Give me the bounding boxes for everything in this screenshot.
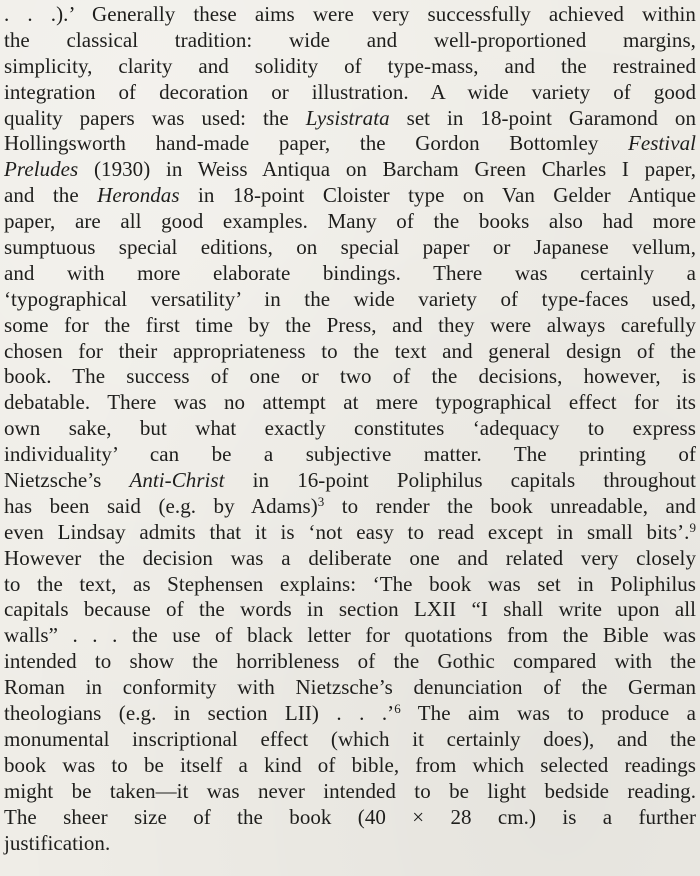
text-run: Hollingsworth hand-made paper, the Gordon Bottomley bbox=[4, 131, 628, 156]
text-run: and the bbox=[4, 183, 98, 208]
text-run: and with more elaborate bindings. There was certainly a bbox=[4, 260, 696, 285]
text-run: the classical tradition: wide and well-proportioned margins, bbox=[4, 27, 696, 52]
text-run: (1930) in Weiss Antiqua on Barcham Green Charles I paper, bbox=[78, 157, 696, 182]
text-line bbox=[4, 416, 696, 442]
text-run: chosen for their appropriateness to the text and general design of the bbox=[4, 338, 696, 363]
text-line bbox=[4, 831, 696, 857]
text-run: justification. bbox=[4, 830, 111, 855]
text-run: capitals because of the words in section LXII “I shall write upon all bbox=[4, 597, 696, 622]
text-line bbox=[4, 183, 696, 209]
text-run: walls” . . . the use of black letter for quotations from the Bible was bbox=[4, 623, 696, 648]
text-run: has been said (e.g. by Adams) bbox=[4, 493, 318, 518]
text-run: The aim was to produce a bbox=[400, 701, 697, 726]
text-line bbox=[4, 597, 696, 623]
text-run: theologians (e.g. in section LII) . . .’ bbox=[4, 701, 395, 726]
text-run: However the decision was a deliberate one and related very closely bbox=[4, 545, 696, 570]
text-run: to the text, as Stephensen explains: ‘The book was set in Poliphilus bbox=[4, 571, 696, 596]
footnote-marker: 6 bbox=[394, 700, 401, 716]
text-run: to render the book unreadable, and bbox=[324, 493, 696, 518]
text-run: ‘typographical versatility’ in the wide variety of type-faces used, bbox=[4, 286, 696, 311]
text-line bbox=[4, 287, 696, 313]
text-line bbox=[4, 701, 696, 727]
italic-title: Lysistrata bbox=[305, 105, 390, 130]
italic-title: Preludes bbox=[4, 157, 79, 182]
body-text bbox=[4, 2, 696, 856]
text-line bbox=[4, 261, 696, 287]
footnote-marker: 3 bbox=[317, 493, 325, 509]
text-line bbox=[4, 546, 696, 572]
text-run: in 16-point Poliphilus capitals throughout bbox=[224, 468, 696, 493]
text-line bbox=[4, 106, 696, 132]
text-line bbox=[4, 28, 696, 54]
text-line bbox=[4, 364, 696, 390]
text-line bbox=[4, 727, 696, 753]
text-run: paper, are all good examples. Many of the books also had more bbox=[4, 209, 696, 234]
text-line bbox=[4, 572, 696, 598]
text-line bbox=[4, 313, 696, 339]
text-run: . . .).’ Generally these aims were very successfully achieved within bbox=[4, 2, 696, 26]
text-run: intended to show the horribleness of the Gothic compared with the bbox=[4, 649, 696, 674]
text-run: Nietzsche’s bbox=[4, 468, 130, 493]
text-run: even Lindsay admits that it is ‘not easy to read except in small bits’. bbox=[4, 519, 690, 544]
text-line bbox=[4, 209, 696, 235]
document-page bbox=[4, 0, 696, 876]
text-run: debatable. There was no attempt at mere typographical effect for its bbox=[4, 390, 696, 415]
text-run: monumental inscriptional effect (which it certainly does), and the bbox=[4, 726, 696, 751]
text-run: Roman in conformity with Nietzsche’s denunciation of the German bbox=[4, 675, 696, 700]
italic-title: Herondas bbox=[97, 183, 180, 208]
text-run: in 18-point Cloister type on Van Gelder Antique bbox=[179, 183, 696, 208]
text-line bbox=[4, 131, 696, 157]
text-run: book. The success of one or two of the decisions, however, is bbox=[4, 364, 696, 389]
text-line bbox=[4, 235, 696, 261]
text-line bbox=[4, 520, 696, 546]
text-line bbox=[4, 623, 696, 649]
text-line bbox=[4, 468, 696, 494]
text-line bbox=[4, 442, 696, 468]
italic-title: Festival bbox=[627, 131, 696, 156]
text-run: book was to be itself a kind of bible, from which selected readings bbox=[4, 752, 696, 777]
text-run: quality papers was used: the bbox=[4, 105, 306, 130]
text-run: own sake, but what exactly constitutes ‘adequacy to express bbox=[4, 416, 696, 441]
text-line bbox=[4, 339, 696, 365]
text-line bbox=[4, 805, 696, 831]
text-line bbox=[4, 2, 696, 28]
text-run: might be taken—it was never intended to be light bedside reading. bbox=[4, 778, 696, 803]
text-run: sumptuous special editions, on special paper or Japanese vellum, bbox=[4, 235, 696, 260]
text-run: The sheer size of the book (40 × 28 cm.) is a further bbox=[4, 804, 696, 829]
text-line bbox=[4, 80, 696, 106]
text-run: individuality’ can be a subjective matter. The printing of bbox=[4, 442, 696, 467]
text-run: set in 18-point Garamond on bbox=[389, 105, 696, 130]
text-run: some for the first time by the Press, and they were always carefully bbox=[4, 312, 696, 337]
text-line bbox=[4, 494, 696, 520]
text-line bbox=[4, 753, 696, 779]
text-line bbox=[4, 649, 696, 675]
footnote-marker: 9 bbox=[689, 519, 696, 535]
italic-title: Anti-Christ bbox=[129, 468, 225, 493]
text-line bbox=[4, 390, 696, 416]
text-line bbox=[4, 675, 696, 701]
text-line bbox=[4, 779, 696, 805]
text-run: integration of decoration or illustration. A wide variety of good bbox=[4, 79, 696, 104]
text-line bbox=[4, 157, 696, 183]
text-run: simplicity, clarity and solidity of type-mass, and the restrained bbox=[4, 53, 696, 78]
text-line bbox=[4, 54, 696, 80]
